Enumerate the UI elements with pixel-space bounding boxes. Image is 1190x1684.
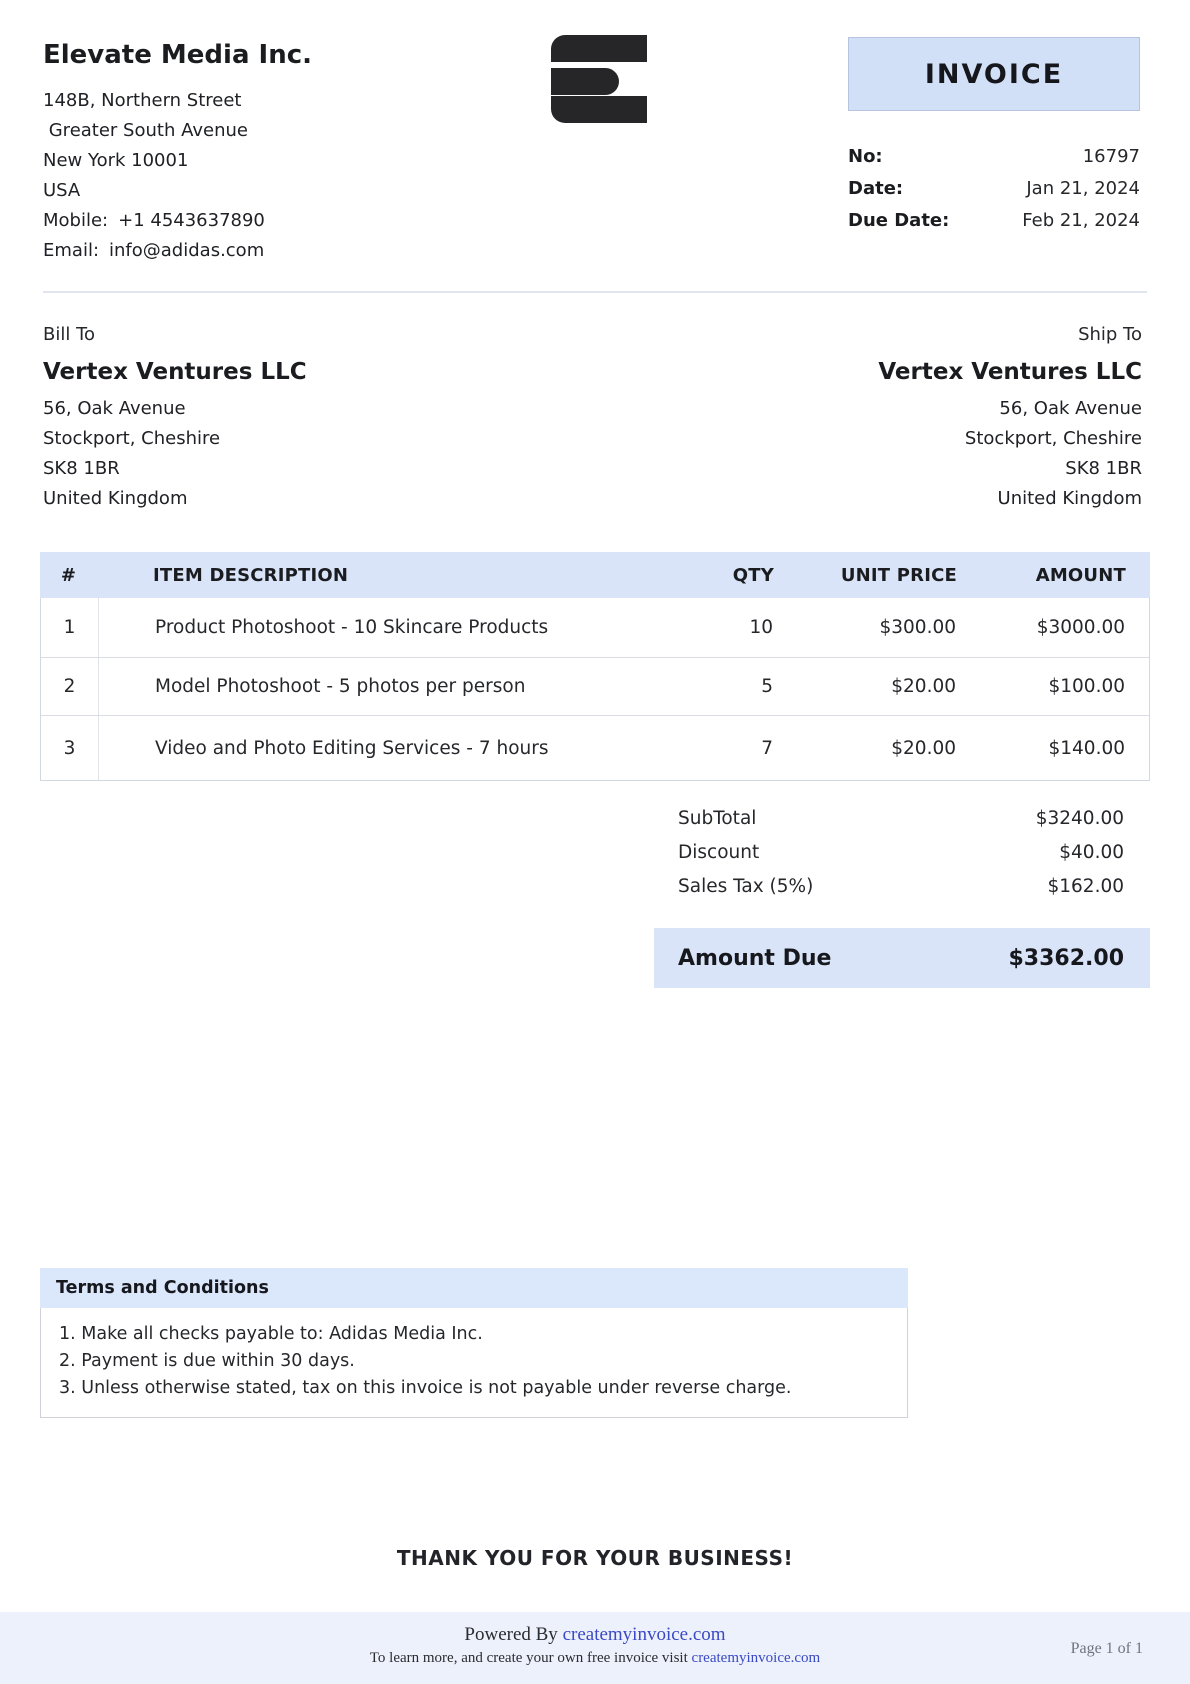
row-num: 3 <box>41 716 99 780</box>
page-footer <box>0 1612 1190 1684</box>
row-num: 2 <box>41 658 99 715</box>
invoice-due-date-row <box>848 205 1140 237</box>
learn-more-text: To learn more, and create your own free invoice visit <box>369 1650 692 1666</box>
invoice-number-value: 16797 <box>1082 146 1140 167</box>
bill-to-block <box>43 322 307 514</box>
bill-to-line: Stockport, Cheshire <box>43 428 221 449</box>
header-qty: QTY <box>732 564 774 586</box>
logo-bar-middle <box>551 68 619 95</box>
powered-by-text: Powered By <box>464 1624 563 1645</box>
invoice-date-value: Jan 21, 2024 <box>1026 178 1140 199</box>
company-name: Elevate Media Inc. <box>43 40 313 70</box>
ship-to-line: 56, Oak Avenue <box>999 398 1142 419</box>
sales-tax-label: Sales Tax (5%) <box>678 876 814 897</box>
invoice-header-column <box>848 37 1140 237</box>
table-row <box>41 716 1149 780</box>
terms-item: 3. Unless otherwise stated, tax on this invoice is not payable under reverse charge. <box>59 1378 792 1398</box>
bill-to-line: 56, Oak Avenue <box>43 398 186 419</box>
table-row <box>41 658 1149 716</box>
bill-to-line: United Kingdom <box>43 488 188 509</box>
createmyinvoice-link[interactable]: createmyinvoice.com <box>562 1624 726 1645</box>
logo-bar-bottom <box>551 96 647 123</box>
company-address-line: New York 10001 <box>43 150 189 171</box>
row-unit-price: $300.00 <box>879 617 956 638</box>
row-description: Video and Photo Editing Services - 7 hours <box>155 737 549 759</box>
email-label: Email: <box>43 240 100 261</box>
company-address-line: Greater South Avenue <box>43 120 248 141</box>
subtotal-label: SubTotal <box>678 808 757 829</box>
invoice-number-row <box>848 141 1140 173</box>
row-num: 1 <box>41 598 99 657</box>
amount-due-label: Amount Due <box>678 945 832 971</box>
header-unit-price: UNIT PRICE <box>840 564 957 586</box>
terms-item: 2. Payment is due within 30 days. <box>59 1351 355 1371</box>
row-qty: 7 <box>761 737 773 759</box>
subtotal-value: $3240.00 <box>1035 808 1124 829</box>
sales-tax-row <box>654 870 1150 904</box>
sales-tax-value: $162.00 <box>1047 876 1124 897</box>
ship-to-line: Stockport, Cheshire <box>964 428 1142 449</box>
invoice-title-badge: INVOICE <box>848 37 1140 111</box>
learn-more-line <box>0 1650 1190 1667</box>
row-qty: 5 <box>761 676 773 697</box>
invoice-date-row <box>848 173 1140 205</box>
bill-to-heading: Bill To <box>43 324 96 345</box>
discount-value: $40.00 <box>1059 842 1124 863</box>
bill-to-name: Vertex Ventures LLC <box>43 359 307 385</box>
page-indicator: Page 1 of 1 <box>1070 1640 1143 1657</box>
row-description: Product Photoshoot - 10 Skincare Products <box>155 617 549 638</box>
company-email <box>43 236 312 266</box>
totals-section <box>654 802 1150 904</box>
invoice-due-date-value: Feb 21, 2024 <box>1022 210 1140 231</box>
row-amount: $3000.00 <box>1036 617 1125 638</box>
ship-to-block <box>878 322 1142 514</box>
ship-to-line: United Kingdom <box>997 488 1142 509</box>
header-amount: AMOUNT <box>1035 564 1126 586</box>
createmyinvoice-link-small[interactable]: createmyinvoice.com <box>691 1650 821 1666</box>
row-qty: 10 <box>749 617 773 638</box>
bill-to-line: SK8 1BR <box>43 458 120 479</box>
amount-due-row <box>654 928 1150 988</box>
amount-due-value: $3362.00 <box>1008 945 1124 971</box>
mobile-value: +1 4543637890 <box>118 210 265 231</box>
terms-item: 1. Make all checks payable to: Adidas Media Inc. <box>59 1324 483 1344</box>
logo-bar-top <box>551 35 647 62</box>
terms-body <box>40 1308 908 1418</box>
invoice-meta <box>848 141 1140 237</box>
items-table-body <box>40 598 1150 781</box>
email-value: info@adidas.com <box>109 240 265 261</box>
header-num: # <box>60 564 77 586</box>
discount-label: Discount <box>678 842 760 863</box>
row-description: Model Photoshoot - 5 photos per person <box>155 676 526 697</box>
company-info <box>43 40 312 266</box>
subtotal-row <box>654 802 1150 836</box>
table-row <box>41 598 1149 658</box>
row-amount: $100.00 <box>1048 676 1125 697</box>
row-unit-price: $20.00 <box>891 676 956 697</box>
company-mobile <box>43 206 312 236</box>
items-table-header <box>40 552 1150 598</box>
header-divider <box>43 291 1147 293</box>
invoice-number-label: No: <box>848 146 883 167</box>
invoice-due-date-label: Due Date: <box>848 210 950 231</box>
items-table <box>40 552 1150 781</box>
discount-row <box>654 836 1150 870</box>
company-address-line: USA <box>43 180 81 201</box>
brand-logo-e-icon <box>551 35 647 123</box>
terms-heading: Terms and Conditions <box>40 1268 908 1308</box>
ship-to-name: Vertex Ventures LLC <box>878 359 1142 385</box>
parties-section <box>43 322 1142 514</box>
thank-you-message: THANK YOU FOR YOUR BUSINESS! <box>396 1546 794 1570</box>
terms-section <box>40 1268 908 1418</box>
mobile-label: Mobile: <box>43 210 109 231</box>
ship-to-line: SK8 1BR <box>1065 458 1142 479</box>
row-unit-price: $20.00 <box>891 737 956 759</box>
row-amount: $140.00 <box>1048 737 1125 759</box>
powered-by-line <box>0 1612 1190 1646</box>
invoice-date-label: Date: <box>848 178 904 199</box>
company-address-line: 148B, Northern Street <box>43 90 242 111</box>
ship-to-heading: Ship To <box>1078 324 1142 345</box>
header-item-description: ITEM DESCRIPTION <box>153 564 349 586</box>
